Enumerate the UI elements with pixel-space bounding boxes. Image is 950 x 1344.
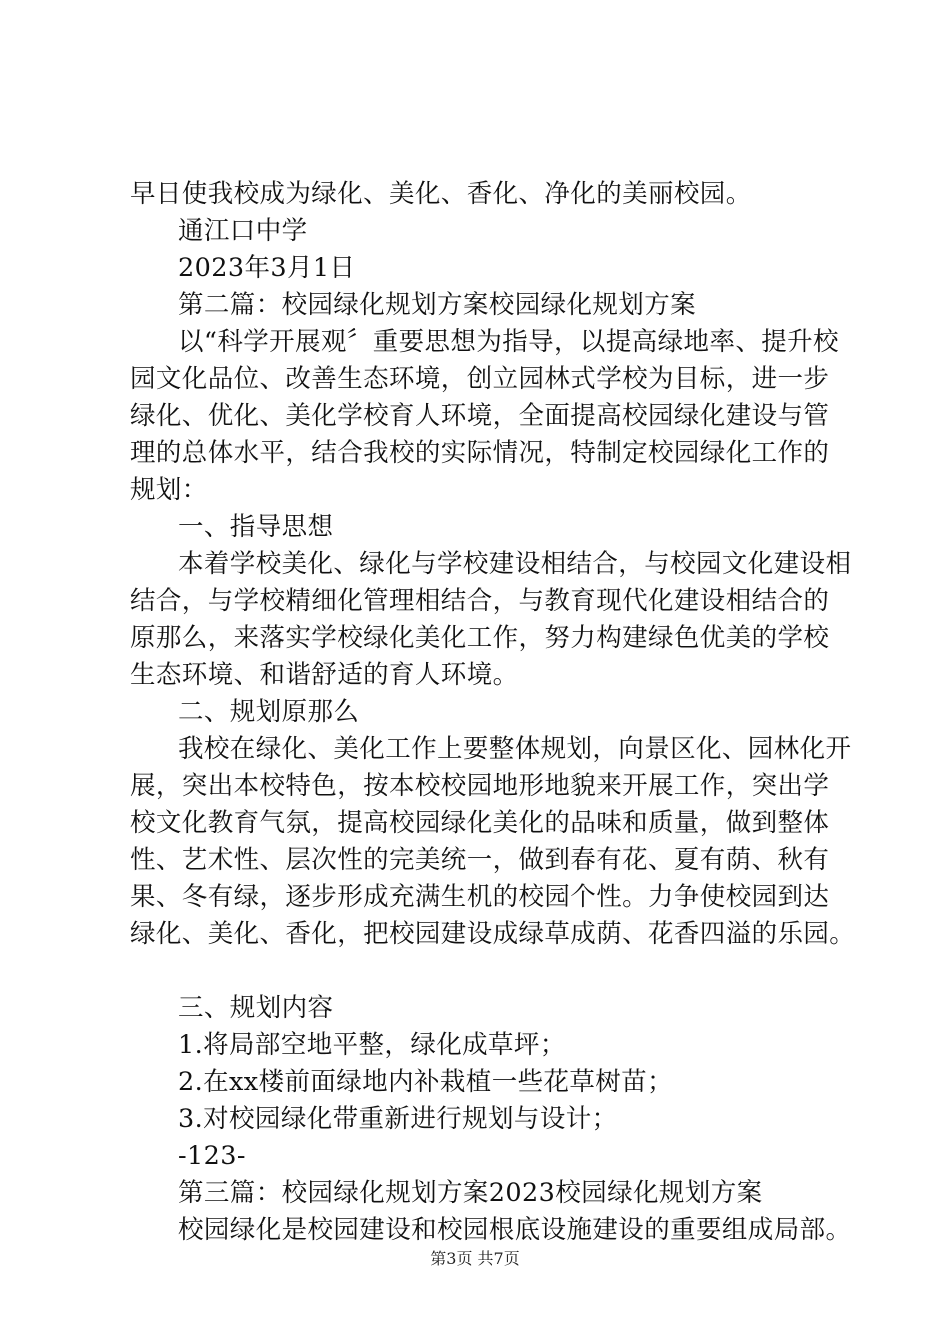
page-footer: 第3页 共7页 <box>430 1249 520 1268</box>
text-line: 早日使我校成为绿化、美化、香化、净化的美丽校园。 <box>130 179 752 209</box>
text-line: 生态环境、和谐舒适的育人环境。 <box>130 660 519 690</box>
signature-date: 2023年3月1日 <box>178 253 356 283</box>
subheading: 一、指导思想 <box>178 512 334 542</box>
text-line: 校园绿化是校园建设和校园根底设施建设的重要组成局部。 <box>178 1215 852 1245</box>
text-line: 性、艺术性、层次性的完美统一，做到春有花、夏有荫、秋有 <box>130 845 830 875</box>
text-line: 理的总体水平，结合我校的实际情况，特制定校园绿化工作的 <box>130 438 830 468</box>
section-heading: 第三篇：校园绿化规划方案2023校园绿化规划方案 <box>178 1178 763 1208</box>
text-line: 结合，与学校精细化管理相结合，与教育现代化建设相结合的 <box>130 586 830 616</box>
text-line: 规划： <box>130 475 208 505</box>
text-line: 原那么，来落实学校绿化美化工作，努力构建绿色优美的学校 <box>130 623 830 653</box>
page-marker: -123- <box>178 1141 246 1171</box>
subheading: 二、规划原那么 <box>178 697 360 727</box>
signature-school: 通江口中学 <box>178 216 308 246</box>
text-line: 校文化教育气氛，提高校园绿化美化的品味和质量，做到整体 <box>130 808 830 838</box>
text-line: 我校在绿化、美化工作上要整体规划，向景区化、园林化开 <box>178 734 852 764</box>
section-heading: 第二篇：校园绿化规划方案校园绿化规划方案 <box>178 290 697 320</box>
text-line: 果、冬有绿，逐步形成充满生机的校园个性。力争使校园到达 <box>130 882 830 912</box>
text-line: 展，突出本校特色，按本校校园地形地貌来开展工作，突出学 <box>130 771 830 801</box>
text-line: 以“科学开展观〞重要思想为指导，以提高绿地率、提升校 <box>178 327 839 357</box>
subheading: 三、规划内容 <box>178 993 334 1023</box>
text-line: 绿化、美化、香化，把校园建设成绿草成荫、花香四溢的乐园。 <box>130 919 856 949</box>
list-item: 3.对校园绿化带重新进行规划与设计； <box>178 1104 618 1134</box>
list-item: 2.在xx楼前面绿地内补栽植一些花草树苗； <box>178 1067 673 1097</box>
text-line: 园文化品位、改善生态环境，创立园林式学校为目标，进一步 <box>130 364 830 394</box>
list-item: 1.将局部空地平整，绿化成草坪； <box>178 1030 566 1060</box>
text-line: 本着学校美化、绿化与学校建设相结合，与校园文化建设相 <box>178 549 852 579</box>
text-line: 绿化、优化、美化学校育人环境，全面提高校园绿化建设与管 <box>130 401 830 431</box>
